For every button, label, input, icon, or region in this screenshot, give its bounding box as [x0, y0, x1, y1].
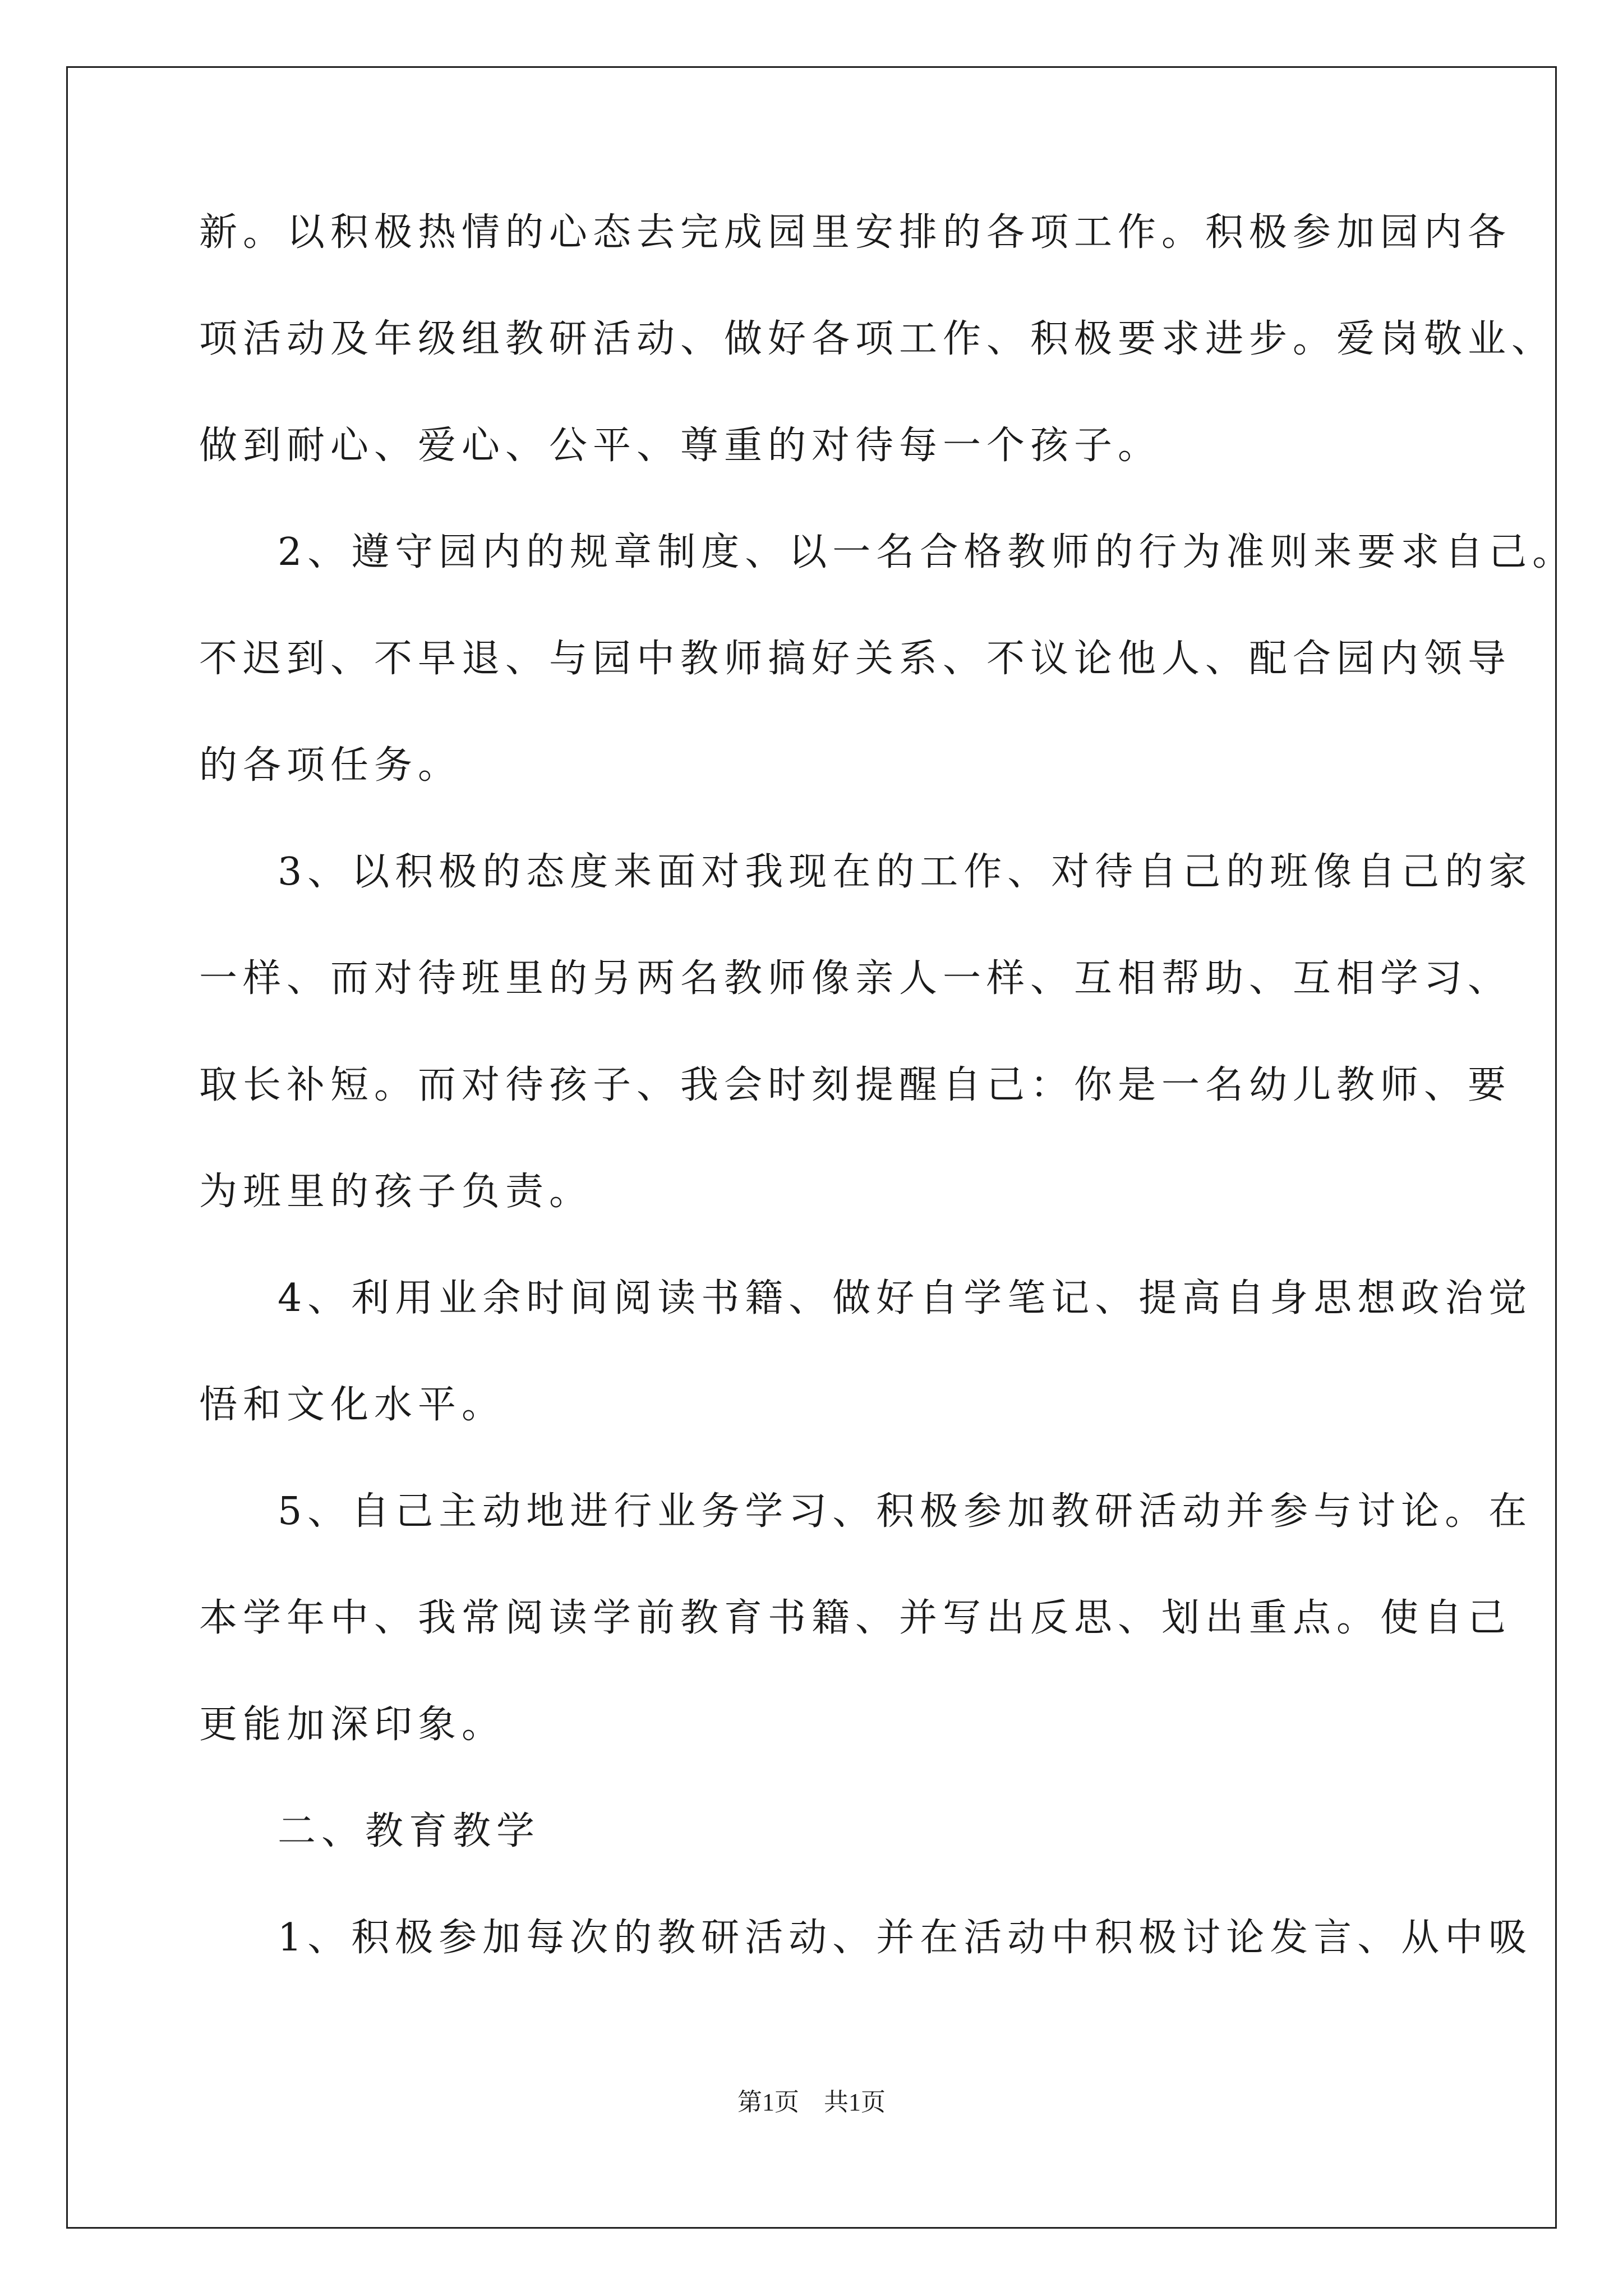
section-heading: 二、教育教学 — [278, 1809, 541, 1853]
text-line: 一样、而对待班里的另两名教师像亲人一样、互相帮助、互相学习、 — [199, 956, 1512, 1001]
text-line: 新。以积极热情的心态去完成园里安排的各项工作。积极参加园内各 — [199, 210, 1512, 255]
paragraph-2-first-line: 2、遵守园内的规章制度、以一名合格教师的行为准则来要求自己。 — [278, 530, 1576, 574]
text-line: 项活动及年级组教研活动、做好各项工作、积极要求进步。爱岗敬业、 — [199, 317, 1556, 361]
text-line: 的各项任务。 — [199, 743, 462, 788]
page-border — [66, 66, 1557, 2229]
text-line: 不迟到、不早退、与园中教师搞好关系、不议论他人、配合园内领导 — [199, 637, 1512, 681]
text-line: 做到耐心、爱心、公平、尊重的对待每一个孩子。 — [199, 424, 1162, 468]
text-line: 悟和文化水平。 — [199, 1383, 506, 1427]
text-line: 更能加深印象。 — [199, 1703, 506, 1747]
text-line: 为班里的孩子负责。 — [199, 1170, 593, 1214]
section-first-line: 1、积极参加每次的教研活动、并在活动中积极讨论发言、从中吸 — [278, 1916, 1533, 1960]
paragraph-5-first-line: 5、自己主动地进行业务学习、积极参加教研活动并参与讨论。在 — [278, 1489, 1533, 1534]
text-line: 本学年中、我常阅读学前教育书籍、并写出反思、划出重点。使自己 — [199, 1596, 1512, 1640]
paragraph-3-first-line: 3、以积极的态度来面对我现在的工作、对待自己的班像自己的家 — [278, 850, 1533, 894]
page-number: 第1页 共1页 — [737, 2088, 886, 2116]
text-line: 取长补短。而对待孩子、我会时刻提醒自己：你是一名幼儿教师、要 — [199, 1063, 1512, 1107]
paragraph-4-first-line: 4、利用业余时间阅读书籍、做好自学笔记、提高自身思想政治觉 — [278, 1276, 1533, 1320]
